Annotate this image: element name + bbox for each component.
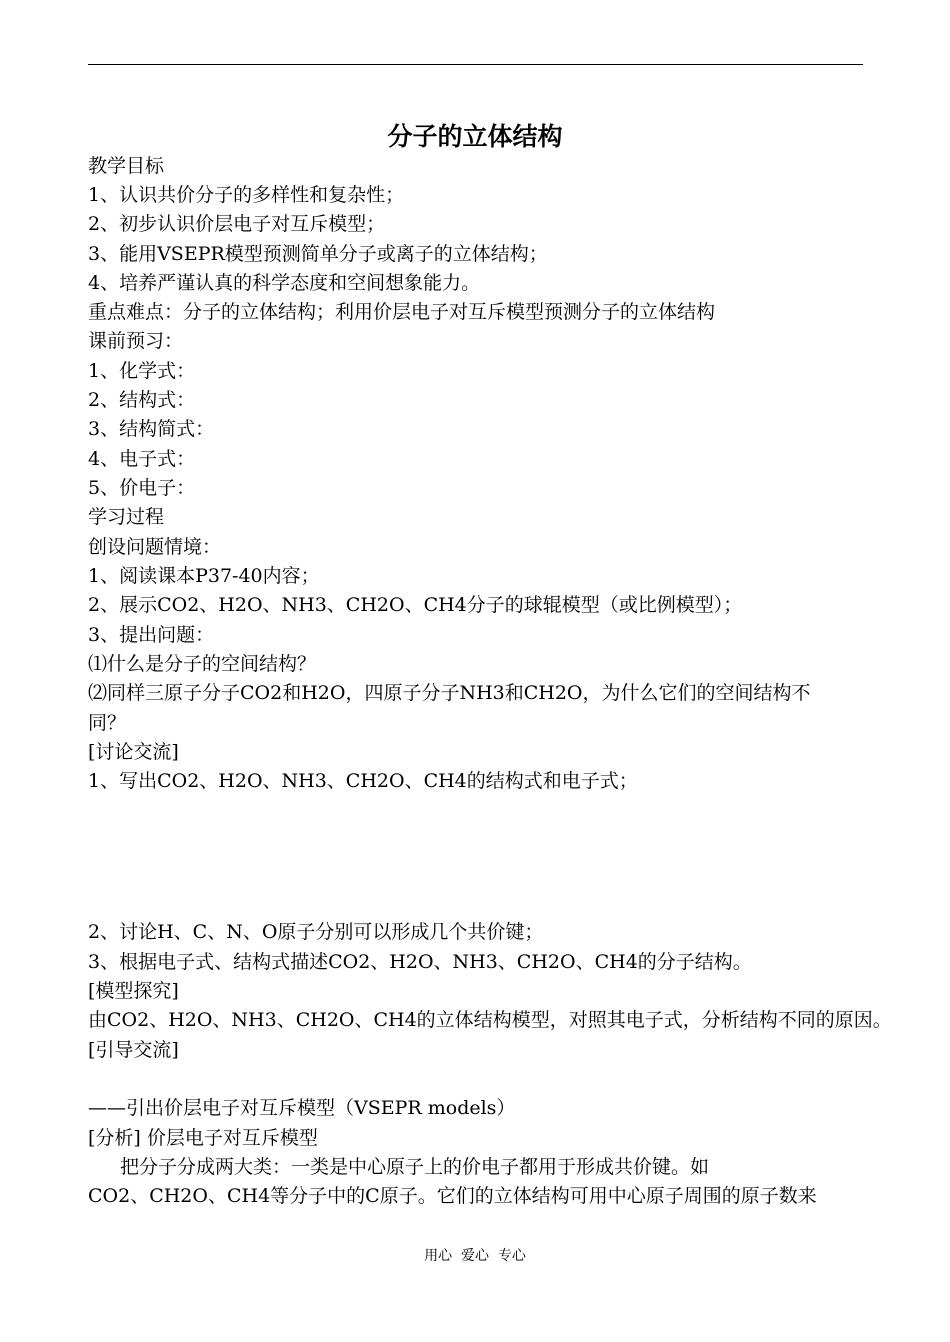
section-heading-analysis: [分析] 价层电子对互斥模型	[88, 1127, 318, 1149]
text-line: 创设问题情境：	[88, 536, 222, 558]
text-line: 1、写出CO2、H2O、NH3、CH2O、CH4的结构式和电子式；	[88, 770, 638, 792]
text-line: 2、展示CO2、H2O、NH3、CH2O、CH4分子的球辊模型（或比例模型）；	[88, 594, 743, 616]
header-rule	[88, 64, 863, 65]
text-line: 3、提出问题：	[88, 624, 215, 646]
text-line: 2、初步认识价层电子对互斥模型；	[88, 213, 386, 235]
text-line: 1、化学式：	[88, 360, 196, 382]
text-line: 4、培养严谨认真的科学态度和空间想象能力。	[88, 272, 481, 294]
section-heading-guide: [引导交流]	[88, 1039, 179, 1061]
text-line: 同？	[88, 712, 127, 734]
text-line: 2、讨论H、C、N、O原子分别可以形成几个共价键；	[88, 921, 544, 943]
section-heading-preview: 课前预习：	[88, 330, 184, 352]
text-line: 5、价电子：	[88, 477, 196, 499]
text-line: 3、根据电子式、结构式描述CO2、H2O、NH3、CH2O、CH4的分子结构。	[88, 951, 752, 973]
paragraph-line: 把分子分成两大类：一类是中心原子上的价电子都用于形成共价键。如	[120, 1156, 710, 1178]
text-line: 1、阅读课本P37-40内容；	[88, 565, 320, 587]
section-heading-process: 学习过程	[88, 506, 165, 528]
text-line: 由CO2、H2O、NH3、CH2O、CH4的立体结构模型，对照其电子式，分析结构不同的原因。	[88, 1009, 892, 1031]
text-line: 3、结构简式：	[88, 418, 215, 440]
text-line: ⑴什么是分子的空间结构？	[88, 653, 317, 675]
text-line: 2、结构式：	[88, 389, 196, 411]
section-heading-objectives: 教学目标	[88, 155, 165, 177]
page-footer: 用心 爱心 专心	[424, 1248, 526, 1264]
key-points-line: 重点难点：分子的立体结构；利用价层电子对互斥模型预测分子的立体结构	[88, 301, 716, 323]
section-heading-discussion: [讨论交流]	[88, 741, 179, 763]
paragraph-line: CO2、CH2O、CH4等分子中的C原子。它们的立体结构可用中心原子周围的原子数来	[88, 1185, 817, 1207]
text-line: ⑵同样三原子分子CO2和H2O，四原子分子NH3和CH2O，为什么它们的空间结构不	[88, 682, 811, 704]
text-line: 4、电子式：	[88, 448, 196, 470]
text-line: 3、能用VSEPR模型预测简单分子或离子的立体结构；	[88, 243, 548, 265]
text-line: ——引出价层电子对互斥模型（VSEPR models）	[88, 1097, 516, 1119]
section-heading-model: [模型探究]	[88, 980, 179, 1002]
document-title: 分子的立体结构	[387, 122, 563, 151]
text-line: 1、认识共价分子的多样性和复杂性；	[88, 184, 405, 206]
